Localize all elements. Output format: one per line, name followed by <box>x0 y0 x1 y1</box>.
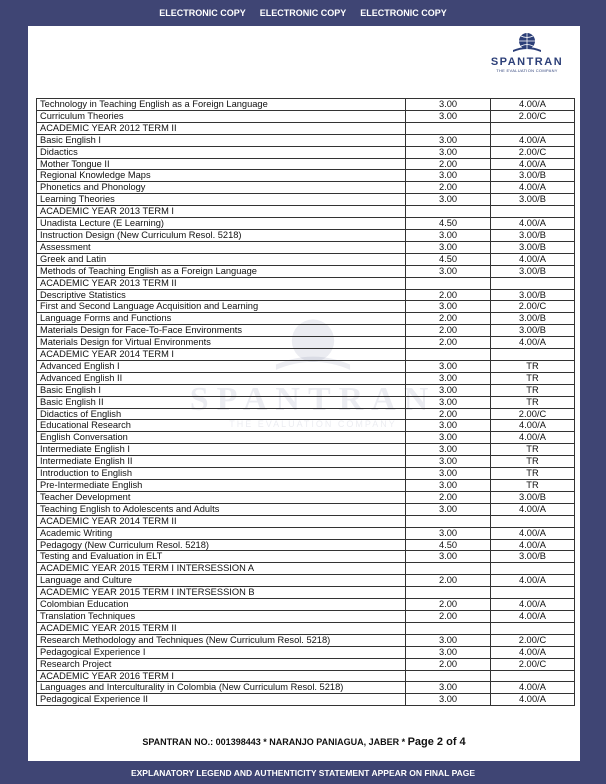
course-cell: Advanced English I <box>37 360 406 372</box>
table-row <box>37 265 575 277</box>
page-footer <box>28 736 580 748</box>
grade-cell: TR <box>491 360 575 372</box>
grade-cell: 4.00/A <box>491 253 575 265</box>
grade-cell: TR <box>491 480 575 492</box>
credits-cell: 3.00 <box>406 420 491 432</box>
grade-cell: 3.00/B <box>491 170 575 182</box>
page-number: Page 2 of 4 <box>407 736 466 748</box>
table-row <box>37 634 575 646</box>
course-cell: Materials Design for Virtual Environments <box>37 337 406 349</box>
term-header-row <box>37 563 575 575</box>
credits-cell: 3.00 <box>406 265 491 277</box>
grade-cell: 4.00/A <box>491 682 575 694</box>
credits-cell: 3.00 <box>406 110 491 122</box>
grade-cell: 4.00/A <box>491 610 575 622</box>
course-cell: Methods of Teaching English as a Foreign Language <box>37 265 406 277</box>
credits-cell: 4.50 <box>406 218 491 230</box>
credits-cell: 3.00 <box>406 301 491 313</box>
table-row <box>37 599 575 611</box>
legend-banner <box>0 761 606 784</box>
banner-label: ELECTRONIC COPY <box>159 8 246 18</box>
credits-cell: 3.00 <box>406 646 491 658</box>
table-row <box>37 503 575 515</box>
credits-cell <box>406 277 491 289</box>
table-row <box>37 241 575 253</box>
grade-cell: 2.00/C <box>491 658 575 670</box>
grade-cell: 3.00/B <box>491 194 575 206</box>
grade-cell: 4.00/A <box>491 134 575 146</box>
table-row <box>37 432 575 444</box>
logo-tagline: THE EVALUATION COMPANY <box>496 68 558 73</box>
credits-cell <box>406 622 491 634</box>
grade-cell: 4.00/A <box>491 432 575 444</box>
table-row <box>37 456 575 468</box>
course-cell: Advanced English II <box>37 372 406 384</box>
grade-cell: 3.00/B <box>491 265 575 277</box>
grade-cell: 2.00/C <box>491 301 575 313</box>
grade-cell: 4.00/A <box>491 599 575 611</box>
grade-cell: 2.00/C <box>491 146 575 158</box>
credits-cell: 3.00 <box>406 229 491 241</box>
grade-cell: 4.00/A <box>491 218 575 230</box>
credits-cell: 3.00 <box>406 134 491 146</box>
grade-cell: 4.00/A <box>491 503 575 515</box>
credits-cell: 4.50 <box>406 539 491 551</box>
grade-cell: 3.00/B <box>491 551 575 563</box>
credits-cell: 3.00 <box>406 170 491 182</box>
grade-cell: 4.00/A <box>491 539 575 551</box>
watermark-tagline: THE EVALUATION COMPANY <box>229 419 397 429</box>
table-row <box>37 539 575 551</box>
course-cell: Intermediate English I <box>37 444 406 456</box>
course-cell: Didactics <box>37 146 406 158</box>
grade-cell: TR <box>491 456 575 468</box>
credits-cell: 2.00 <box>406 313 491 325</box>
table-row <box>37 110 575 122</box>
course-cell: Materials Design for Face-To-Face Environments <box>37 325 406 337</box>
course-cell: English Conversation <box>37 432 406 444</box>
course-cell: ACADEMIC YEAR 2015 TERM I INTERSESSION B <box>37 587 406 599</box>
course-cell: Research Project <box>37 658 406 670</box>
grade-cell: 4.00/A <box>491 527 575 539</box>
course-cell: ACADEMIC YEAR 2013 TERM II <box>37 277 406 289</box>
grade-cell: 4.00/A <box>491 337 575 349</box>
table-row <box>37 253 575 265</box>
course-cell: Testing and Evaluation in ELT <box>37 551 406 563</box>
grade-cell: 3.00/B <box>491 241 575 253</box>
credits-cell <box>406 563 491 575</box>
table-row <box>37 408 575 420</box>
credits-cell: 3.00 <box>406 432 491 444</box>
table-row <box>37 325 575 337</box>
course-cell: ACADEMIC YEAR 2016 TERM I <box>37 670 406 682</box>
credits-cell: 3.00 <box>406 694 491 706</box>
credits-cell <box>406 206 491 218</box>
grade-cell <box>491 349 575 361</box>
grade-cell: TR <box>491 468 575 480</box>
credits-cell: 2.00 <box>406 182 491 194</box>
term-header-row <box>37 670 575 682</box>
credits-cell: 3.00 <box>406 146 491 158</box>
globe-book-icon <box>510 32 544 54</box>
grade-cell <box>491 122 575 134</box>
table-row <box>37 527 575 539</box>
grade-cell <box>491 670 575 682</box>
grade-cell: 3.00/B <box>491 289 575 301</box>
grades-table <box>36 98 575 706</box>
credits-cell: 2.00 <box>406 599 491 611</box>
grade-cell: TR <box>491 384 575 396</box>
course-cell: ACADEMIC YEAR 2014 TERM I <box>37 349 406 361</box>
course-cell: Academic Writing <box>37 527 406 539</box>
table-row <box>37 396 575 408</box>
record-line: SPANTRAN NO.: 001398443 * NARANJO PANIAGUA, JABER * <box>142 737 408 747</box>
table-row <box>37 551 575 563</box>
table-row <box>37 337 575 349</box>
table-row <box>37 229 575 241</box>
table-row <box>37 170 575 182</box>
course-cell: Pedagogical Experience II <box>37 694 406 706</box>
course-cell: Descriptive Statistics <box>37 289 406 301</box>
table-row <box>37 194 575 206</box>
credits-cell: 2.00 <box>406 289 491 301</box>
grade-cell: 2.00/C <box>491 110 575 122</box>
credits-cell: 3.00 <box>406 551 491 563</box>
course-cell: Colombian Education <box>37 599 406 611</box>
table-row <box>37 289 575 301</box>
credits-cell: 3.00 <box>406 480 491 492</box>
course-cell: Learning Theories <box>37 194 406 206</box>
term-header-row <box>37 122 575 134</box>
course-cell: Instruction Design (New Curriculum Resol. 5218) <box>37 229 406 241</box>
grade-cell: 4.00/A <box>491 694 575 706</box>
table-row <box>37 444 575 456</box>
grade-cell: 2.00/C <box>491 408 575 420</box>
term-header-row <box>37 349 575 361</box>
credits-cell: 3.00 <box>406 444 491 456</box>
table-row <box>37 694 575 706</box>
table-row <box>37 480 575 492</box>
course-cell: Phonetics and Phonology <box>37 182 406 194</box>
credits-cell: 3.00 <box>406 456 491 468</box>
credits-cell: 3.00 <box>406 360 491 372</box>
grade-cell: TR <box>491 396 575 408</box>
course-cell: ACADEMIC YEAR 2015 TERM II <box>37 622 406 634</box>
course-cell: Basic English I <box>37 384 406 396</box>
course-cell: Languages and Interculturality in Colombia (New Curriculum Resol. 5218) <box>37 682 406 694</box>
table-row <box>37 218 575 230</box>
grades-table-body <box>37 99 575 706</box>
grade-cell <box>491 206 575 218</box>
grade-cell: 4.00/A <box>491 182 575 194</box>
grade-cell: 4.00/A <box>491 646 575 658</box>
watermark-name: SPANTRAN <box>189 381 437 418</box>
table-row <box>37 491 575 503</box>
table-row <box>37 372 575 384</box>
credits-cell <box>406 587 491 599</box>
grade-cell <box>491 622 575 634</box>
term-header-row <box>37 622 575 634</box>
grade-cell <box>491 587 575 599</box>
table-row <box>37 658 575 670</box>
electronic-copy-banner <box>0 0 606 26</box>
table-row <box>37 682 575 694</box>
table-row <box>37 146 575 158</box>
course-cell: Basic English II <box>37 396 406 408</box>
logo-name: SPANTRAN <box>490 56 564 68</box>
credits-cell: 2.00 <box>406 158 491 170</box>
course-cell: Basic English I <box>37 134 406 146</box>
course-cell: Assessment <box>37 241 406 253</box>
spantran-logo <box>482 32 572 82</box>
credits-cell <box>406 515 491 527</box>
table-row <box>37 610 575 622</box>
course-cell: ACADEMIC YEAR 2014 TERM II <box>37 515 406 527</box>
course-cell: Technology in Teaching English as a Foreign Language <box>37 99 406 111</box>
grade-cell: 3.00/B <box>491 229 575 241</box>
credits-cell <box>406 122 491 134</box>
course-cell: ACADEMIC YEAR 2015 TERM I INTERSESSION A <box>37 563 406 575</box>
table-row <box>37 99 575 111</box>
credits-cell: 3.00 <box>406 99 491 111</box>
credits-cell: 2.00 <box>406 337 491 349</box>
credits-cell: 3.00 <box>406 527 491 539</box>
credits-cell: 3.00 <box>406 682 491 694</box>
term-header-row <box>37 515 575 527</box>
credits-cell <box>406 349 491 361</box>
credits-cell: 2.00 <box>406 610 491 622</box>
grade-cell <box>491 515 575 527</box>
course-cell: Pre-Intermediate English <box>37 480 406 492</box>
banner-label: ELECTRONIC COPY <box>360 8 447 18</box>
table-row <box>37 301 575 313</box>
credits-cell: 2.00 <box>406 491 491 503</box>
term-header-row <box>37 587 575 599</box>
table-row <box>37 134 575 146</box>
course-cell: Pedagogical Experience I <box>37 646 406 658</box>
course-cell: Teaching English to Adolescents and Adults <box>37 503 406 515</box>
table-row <box>37 420 575 432</box>
course-cell: Research Methodology and Techniques (New Curriculum Resol. 5218) <box>37 634 406 646</box>
course-cell: Translation Techniques <box>37 610 406 622</box>
course-cell: Language Forms and Functions <box>37 313 406 325</box>
course-cell: First and Second Language Acquisition and Learning <box>37 301 406 313</box>
course-cell: Intermediate English II <box>37 456 406 468</box>
course-cell: Educational Research <box>37 420 406 432</box>
course-cell: Mother Tongue II <box>37 158 406 170</box>
grade-cell <box>491 563 575 575</box>
credits-cell: 2.00 <box>406 658 491 670</box>
credits-cell: 3.00 <box>406 241 491 253</box>
course-cell: Curriculum Theories <box>37 110 406 122</box>
credits-cell <box>406 670 491 682</box>
credits-cell: 2.00 <box>406 575 491 587</box>
table-row <box>37 182 575 194</box>
credits-cell: 3.00 <box>406 396 491 408</box>
course-cell: Language and Culture <box>37 575 406 587</box>
grade-cell <box>491 277 575 289</box>
banner-label: ELECTRONIC COPY <box>259 8 347 18</box>
credits-cell: 3.00 <box>406 468 491 480</box>
course-cell: Greek and Latin <box>37 253 406 265</box>
document-page <box>28 26 580 761</box>
table-row <box>37 158 575 170</box>
table-row <box>37 313 575 325</box>
credits-cell: 3.00 <box>406 194 491 206</box>
credits-cell: 2.00 <box>406 408 491 420</box>
table-row <box>37 646 575 658</box>
grade-cell: 4.00/A <box>491 420 575 432</box>
grade-cell: 4.00/A <box>491 99 575 111</box>
table-row <box>37 468 575 480</box>
grade-cell: TR <box>491 444 575 456</box>
course-cell: ACADEMIC YEAR 2013 TERM I <box>37 206 406 218</box>
credits-cell: 3.00 <box>406 372 491 384</box>
term-header-row <box>37 277 575 289</box>
course-cell: Regional Knowledge Maps <box>37 170 406 182</box>
table-row <box>37 575 575 587</box>
grade-cell: 4.00/A <box>491 158 575 170</box>
course-cell: Teacher Development <box>37 491 406 503</box>
grade-cell: 2.00/C <box>491 634 575 646</box>
course-cell: Didactics of English <box>37 408 406 420</box>
grade-cell: 3.00/B <box>491 325 575 337</box>
grade-cell: 3.00/B <box>491 491 575 503</box>
course-cell: Unadista Lecture (E Learning) <box>37 218 406 230</box>
credits-cell: 3.00 <box>406 634 491 646</box>
legend-text: EXPLANATORY LEGEND AND AUTHENTICITY STATEMENT APPEAR ON FINAL PAGE <box>130 767 476 778</box>
course-cell: Introduction to English <box>37 468 406 480</box>
course-cell: ACADEMIC YEAR 2012 TERM II <box>37 122 406 134</box>
credits-cell: 2.00 <box>406 325 491 337</box>
grade-cell: 3.00/B <box>491 313 575 325</box>
table-row <box>37 384 575 396</box>
grade-cell: 4.00/A <box>491 575 575 587</box>
table-row <box>37 360 575 372</box>
course-cell: Pedagogy (New Curriculum Resol. 5218) <box>37 539 406 551</box>
term-header-row <box>37 206 575 218</box>
credits-cell: 3.00 <box>406 384 491 396</box>
credits-cell: 3.00 <box>406 503 491 515</box>
credits-cell: 4.50 <box>406 253 491 265</box>
grade-cell: TR <box>491 372 575 384</box>
